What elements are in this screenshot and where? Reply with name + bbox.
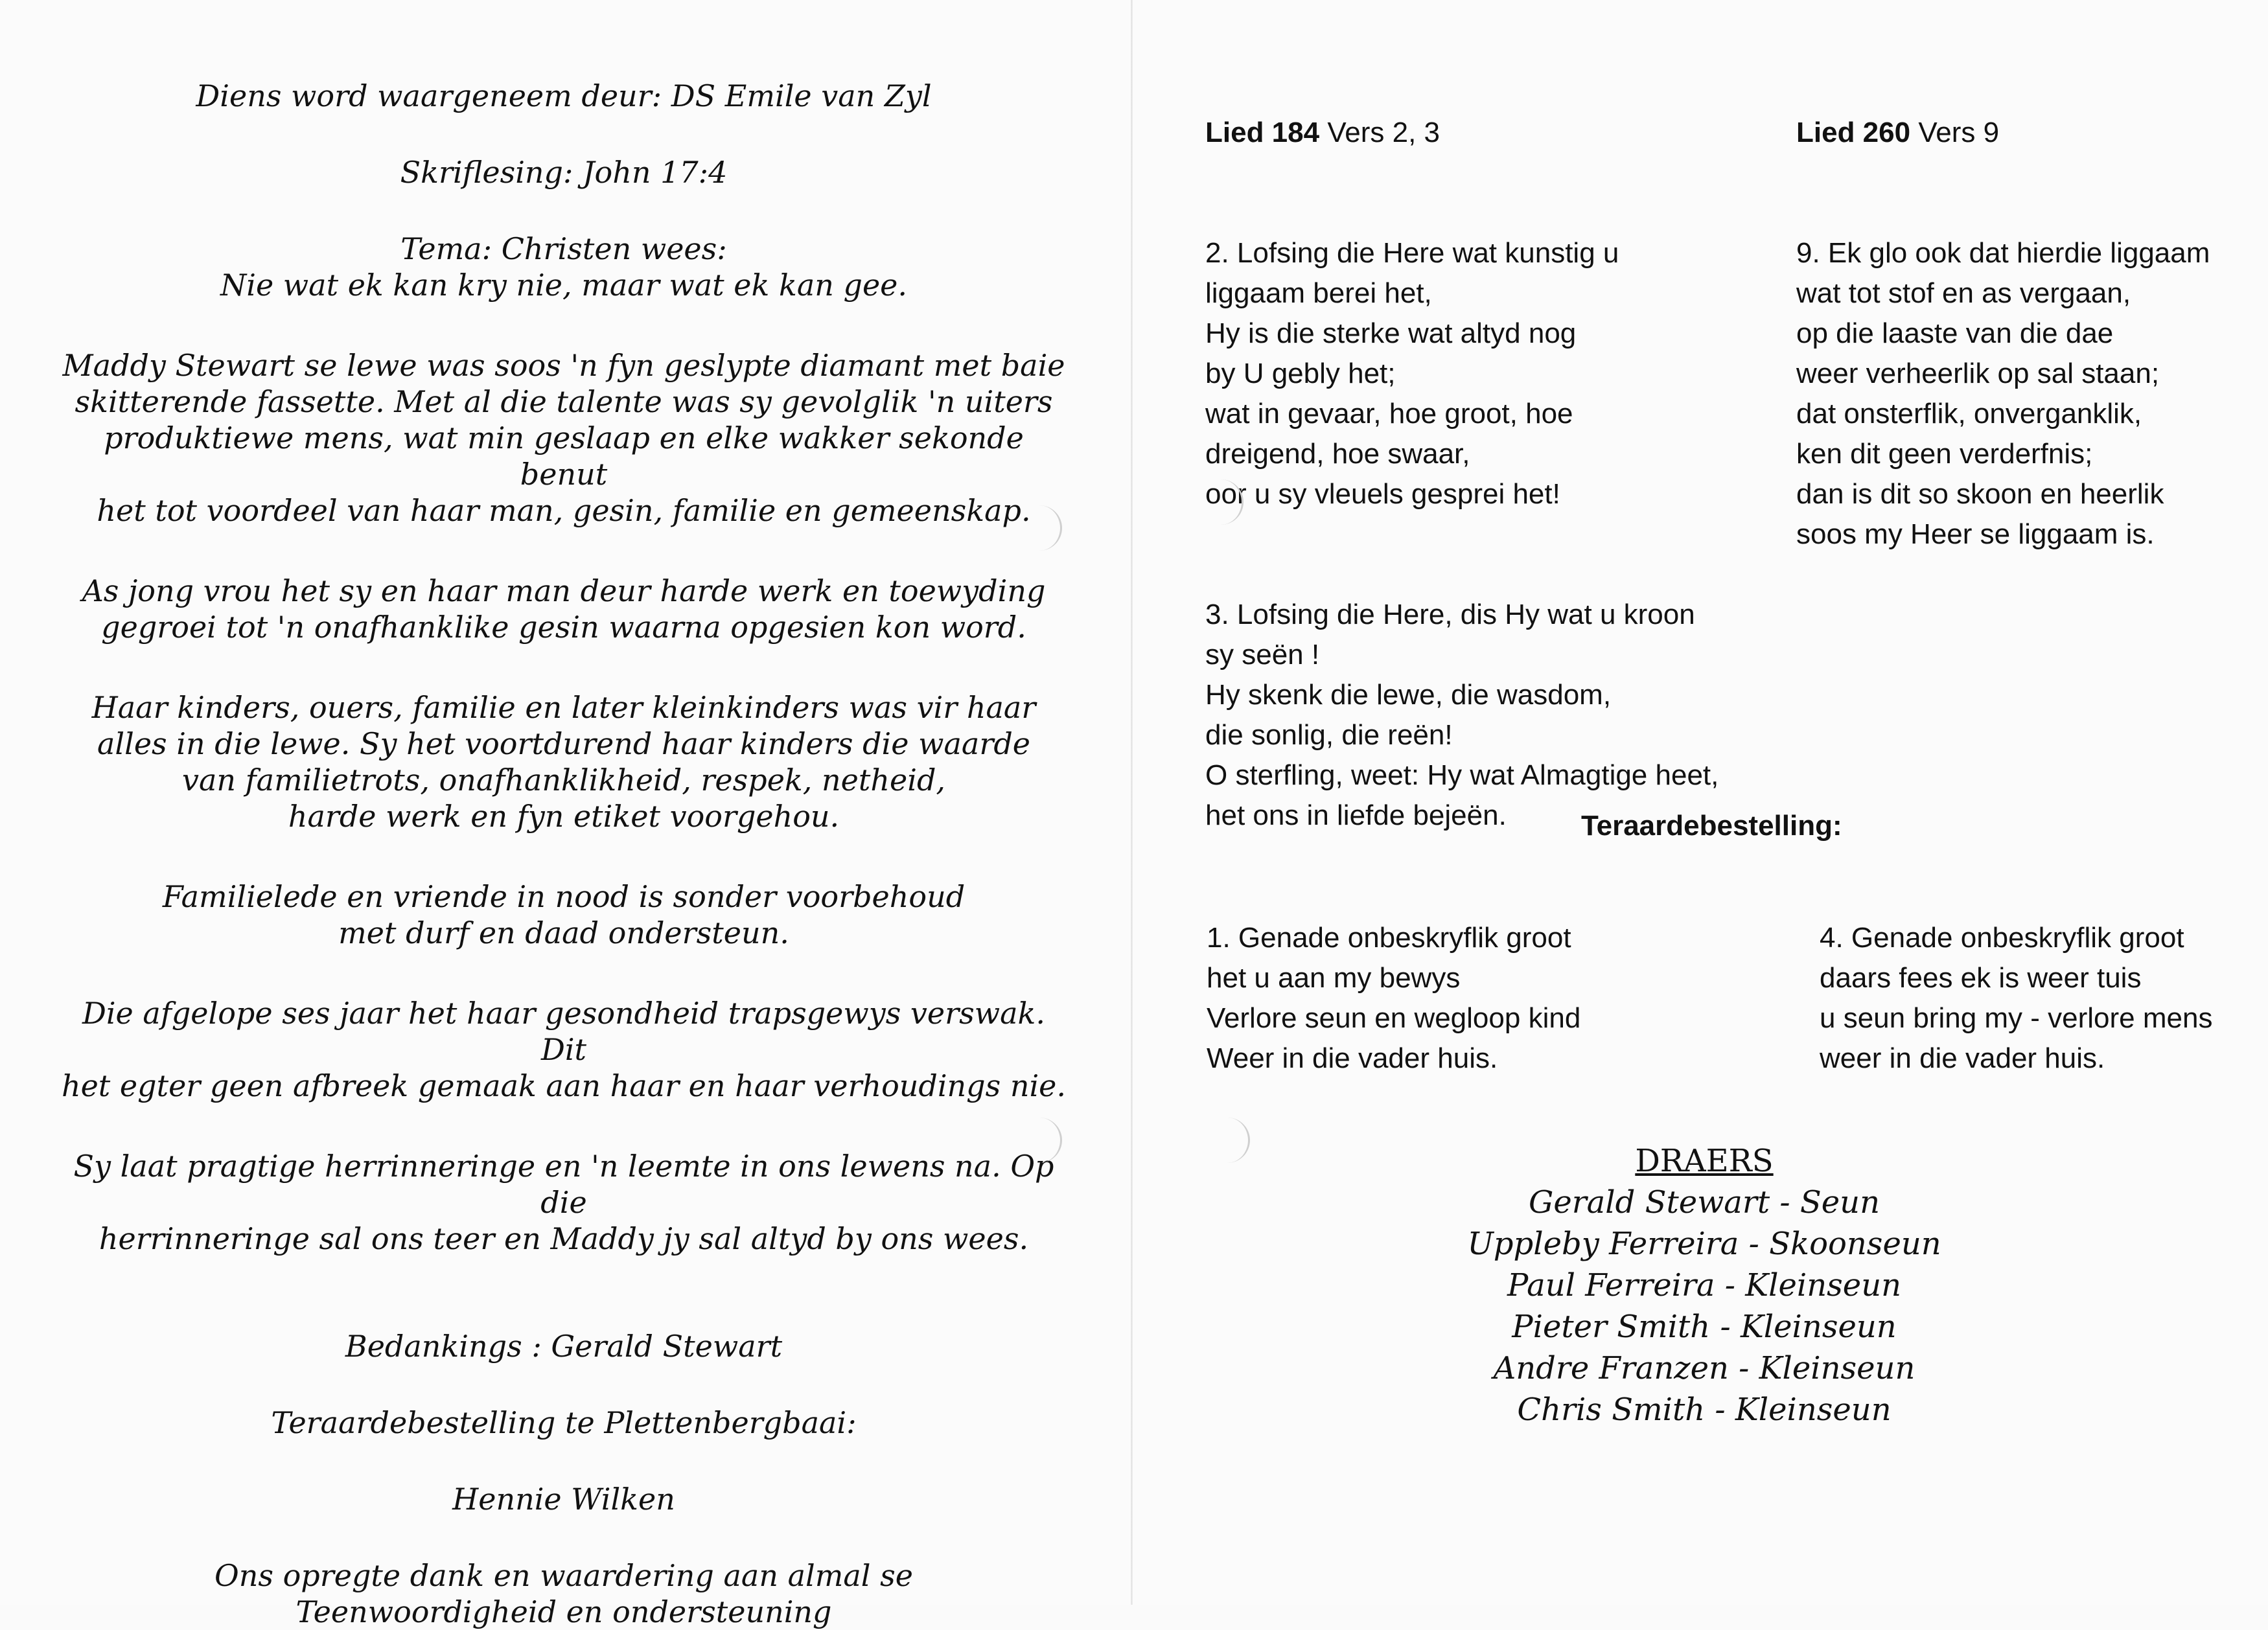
closing-line: Teenwoordigheid en ondersteuning — [295, 1594, 832, 1629]
paragraph-line: alles in die lewe. Sy het voortdurend haar kinders die waarde — [97, 726, 1030, 761]
hymn-260-verses: Vers 9 — [1918, 117, 2000, 148]
bearer-line: Paul Ferreira - Kleinseun — [1507, 1267, 1902, 1303]
burial-place-line: Teraardebestelling te Plettenbergbaai: — [271, 1405, 857, 1440]
scripture-line: Skriflesing: John 17:4 — [400, 155, 728, 190]
punch-hole-mark — [1218, 1118, 1250, 1163]
bearer-line: Chris Smith - Kleinseun — [1517, 1392, 1892, 1428]
bearer-line: Pieter Smith - Kleinseun — [1512, 1309, 1897, 1345]
hymn-260-verse-9: 9. Ek glo ook dat hierdie liggaam wat tot stof en as vergaan, op die laaste van die dae weer verheerlik op sal staan; dat onsterflik, onverganklik, ken dit geen verderfnis; dan is dit so skoon en heerlik soos my Heer se liggaam is. — [1796, 237, 2210, 550]
center-fold — [1131, 0, 1133, 1605]
paragraph-line: harde werk en fyn etiket voorgehou. — [288, 799, 840, 834]
closing-line: Ons opregte dank en waardering aan almal se — [214, 1558, 913, 1593]
paragraph-line: Familielede en vriende in nood is sonder voorbehoud — [162, 879, 966, 914]
hymn-184-heading — [1205, 113, 1737, 153]
burial-heading: Teraardebestelling: — [1581, 810, 1842, 842]
paragraph-line: Sy laat pragtige herrinneringe en 'n leemte in ons lewens na. Op die — [73, 1149, 1054, 1220]
burial-verse-4 — [1820, 878, 2234, 1119]
hymn-184-verse-3: 3. Lofsing die Here, dis Hy wat u kroon sy seën ! Hy skenk die lewe, die wasdom, die sonlig, die reën! O sterfling, weet: Hy wat Almagtige heet, het ons in liefde bejeën. — [1205, 599, 1719, 831]
paragraph-line: produktiewe mens, wat min geslaap en elke wakker sekonde benut — [104, 420, 1024, 492]
thanks-line: Bedankings : Gerald Stewart — [345, 1329, 783, 1364]
hymn-260-number: Lied 260 — [1796, 117, 1911, 148]
hymn-184-verse-2: 2. Lofsing die Here wat kunstig u liggaam berei het, Hy is die sterke wat altyd nog by U gebly het; wat in gevaar, hoe groot, hoe dreigend, hoe swaar, oor u sy vleuels gesprei het! — [1205, 237, 1619, 510]
paragraph-line: herrinneringe sal ons teer en Maddy jy sal altyd by ons wees. — [98, 1221, 1029, 1256]
hymn-260 — [1796, 73, 2224, 595]
hymn-260-heading — [1796, 113, 2224, 153]
left-panel — [58, 78, 1069, 1630]
paragraph-line: skitterende fassette. Met al die talente was sy gevolglik 'n uiters — [75, 384, 1053, 419]
paragraph-line: As jong vrou het sy en haar man deur harde werk en toewyding — [82, 573, 1046, 608]
pallbearers-title: DRAERS — [1635, 1143, 1774, 1179]
theme-subtitle: Nie wat ek kan kry nie, maar wat ek kan gee. — [220, 268, 908, 303]
burial-verse-4-text: 4. Genade onbeskryflik groot daars fees ek is weer tuis u seun bring my - verlore mens weer in die vader huis. — [1820, 922, 2213, 1074]
theme-title: Tema: Christen wees: — [400, 231, 727, 266]
paragraph-3 — [58, 689, 1069, 834]
paragraph-5 — [58, 995, 1069, 1104]
paragraph-line: het egter geen afbreek gemaak aan haar en haar verhoudings nie. — [61, 1068, 1067, 1103]
pallbearers — [1393, 1140, 2015, 1430]
paragraph-line: met durf en daad ondersteun. — [338, 915, 789, 950]
paragraph-line: van familietrots, onafhanklikheid, respek, netheid, — [181, 763, 946, 798]
paragraph-6 — [58, 1148, 1069, 1257]
paragraph-2 — [58, 573, 1069, 645]
paragraph-line: Maddy Stewart se lewe was soos 'n fyn geslypte diamant met baie — [62, 348, 1065, 383]
hymn-184 — [1205, 73, 1737, 876]
bearer-line: Uppleby Ferreira - Skoonseun — [1467, 1226, 1941, 1262]
burial-verse-1 — [1207, 878, 1673, 1119]
paragraph-line: Die afgelope ses jaar het haar gesondheid trapsgewys verswak. Dit — [82, 996, 1046, 1067]
bearer-line: Gerald Stewart - Seun — [1528, 1184, 1880, 1221]
paragraph-4 — [58, 878, 1069, 951]
paragraph-line: het tot voordeel van haar man, gesin, familie en gemeenskap. — [97, 493, 1031, 528]
burial-verse-1-text: 1. Genade onbeskryflik groot het u aan my bewys Verlore seun en wegloop kind Weer in die vader huis. — [1207, 922, 1581, 1074]
paragraph-line: gegroei tot 'n onafhanklike gesin waarna opgesien kon word. — [101, 610, 1026, 645]
bearer-line: Andre Franzen - Kleinseun — [1493, 1350, 1915, 1386]
hymn-184-number: Lied 184 — [1205, 117, 1320, 148]
hymn-184-verses: Vers 2, 3 — [1327, 117, 1440, 148]
officiant-line: Diens word waargeneem deur: DS Emile van Zyl — [196, 78, 932, 113]
paragraph-1 — [58, 347, 1069, 529]
burial-name-line: Hennie Wilken — [452, 1482, 675, 1517]
paragraph-line: Haar kinders, ouers, familie en later kleinkinders was vir haar — [91, 690, 1036, 725]
